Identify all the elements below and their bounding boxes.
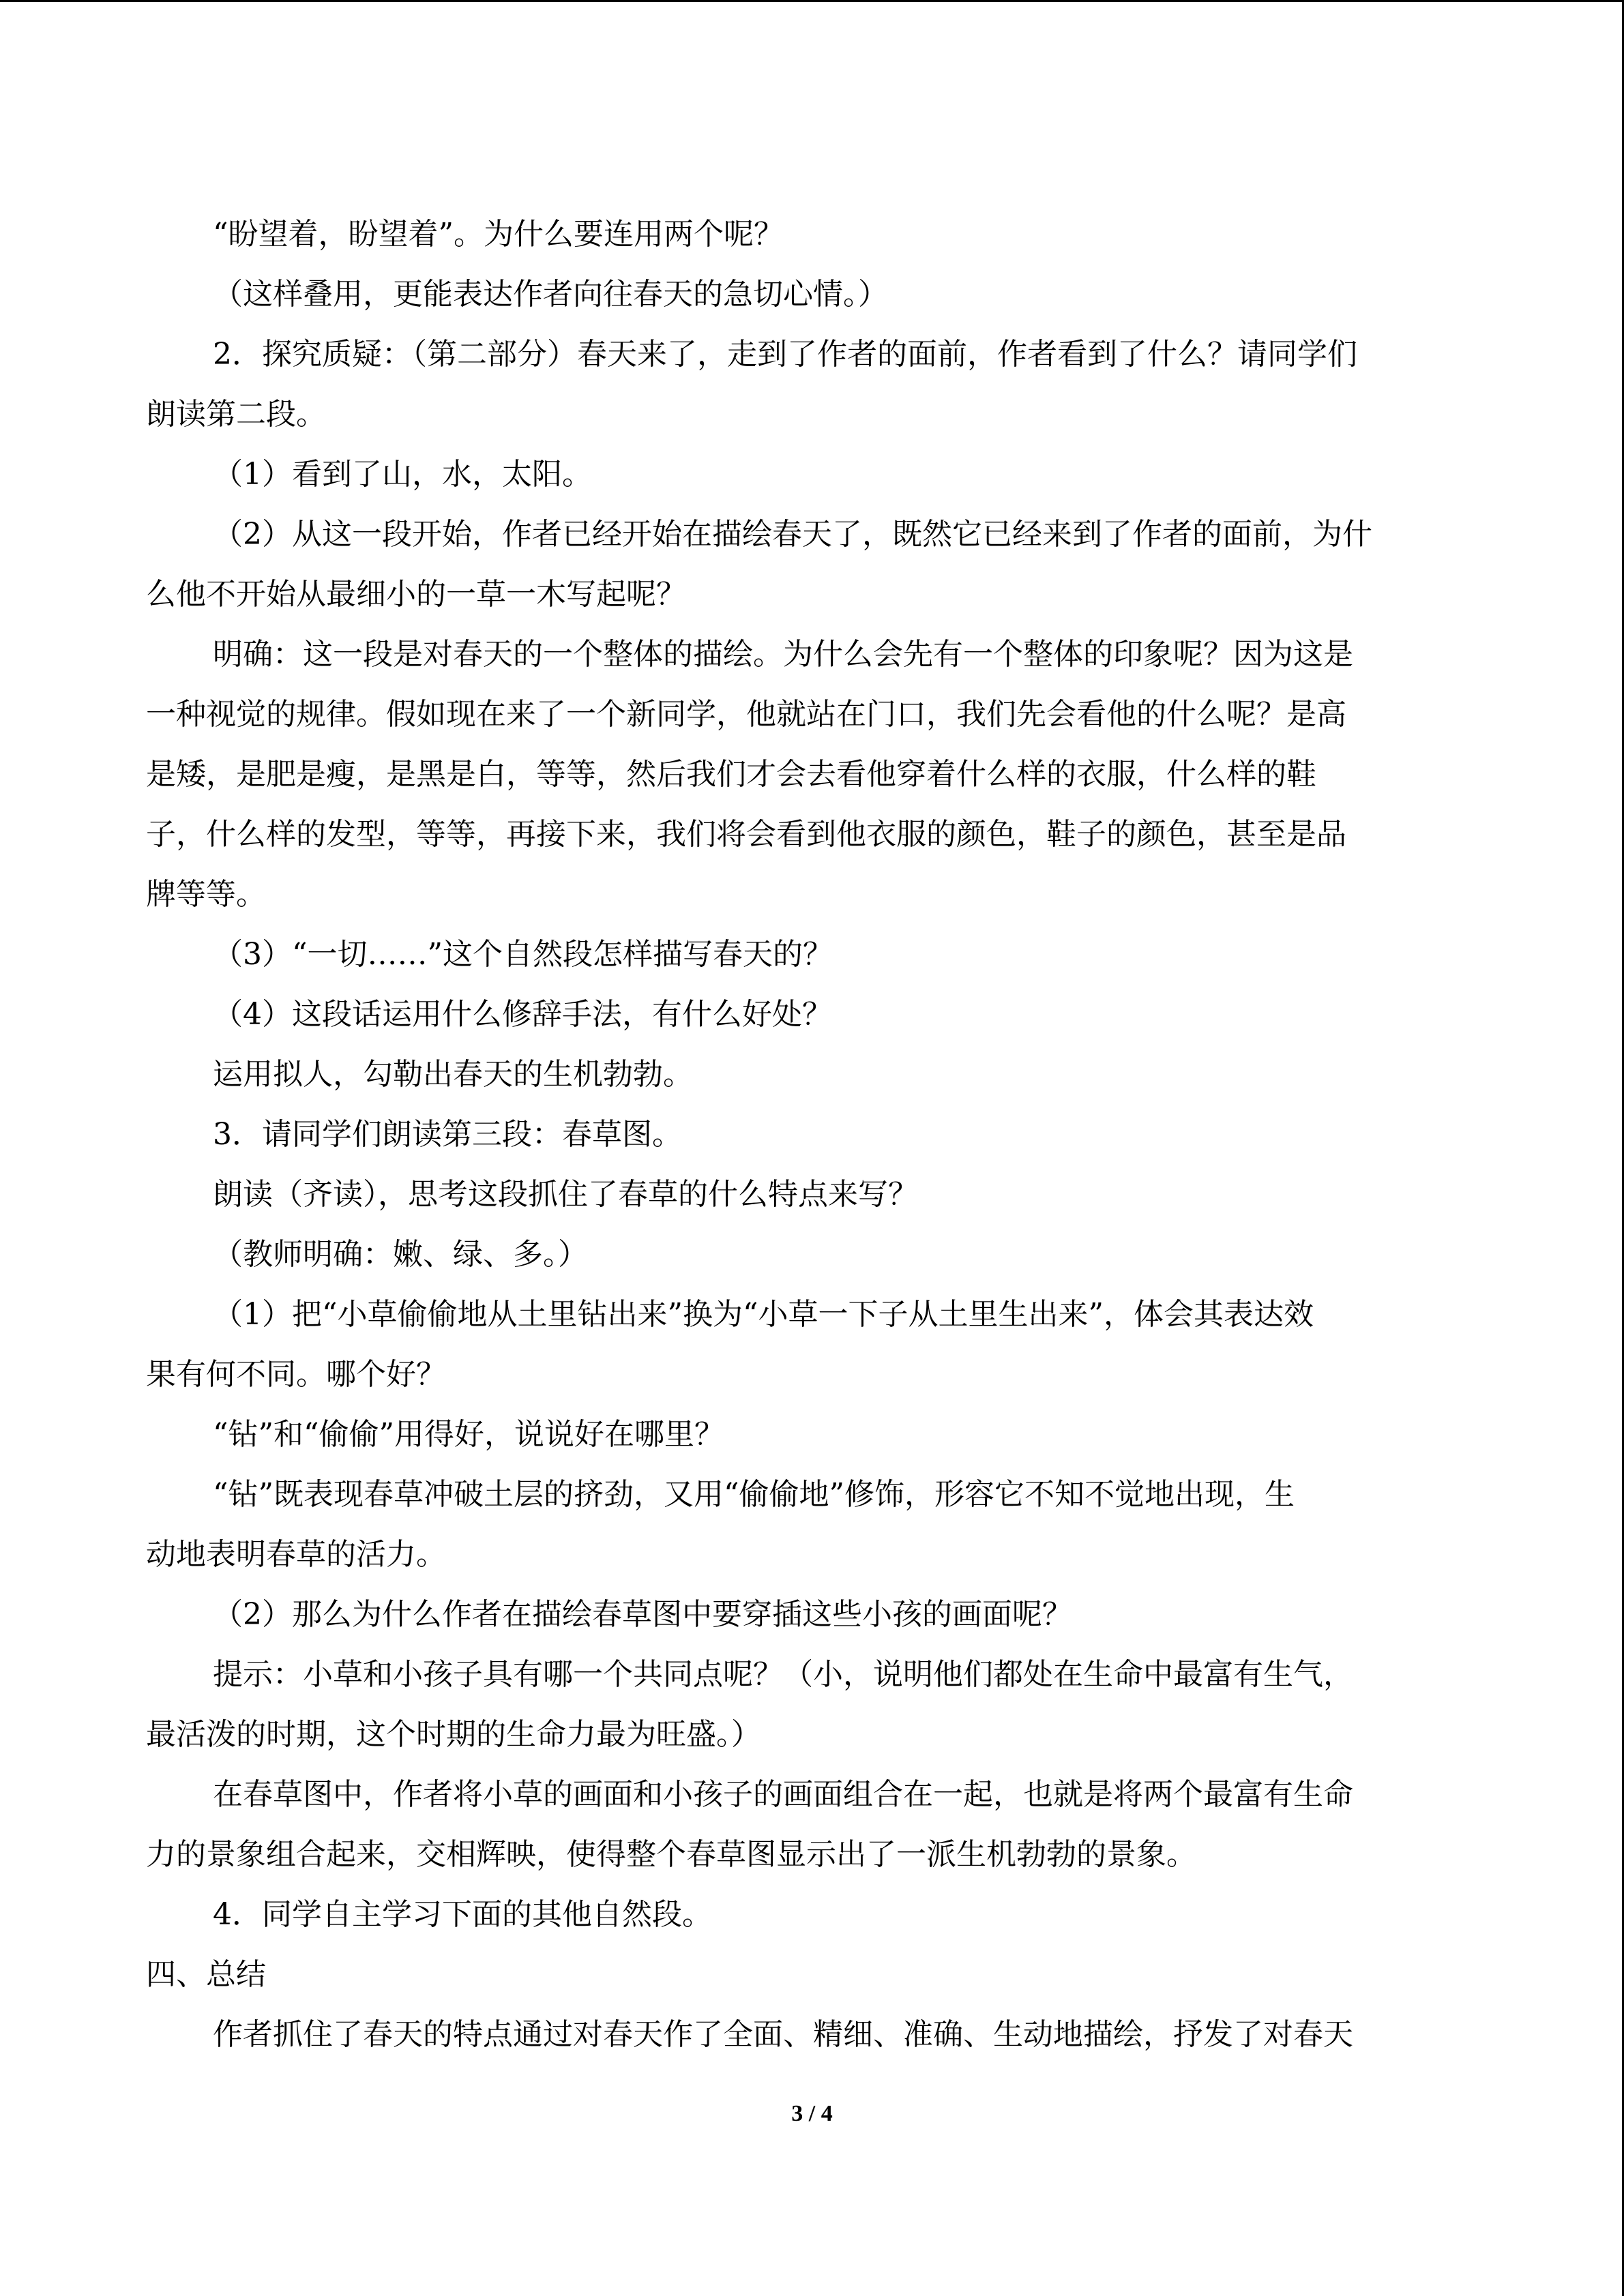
paragraph-line: 朗读第二段。	[146, 397, 326, 432]
paragraph-line: 3．请同学们朗读第三段：春草图。	[213, 1117, 682, 1152]
paragraph-line: 么他不开始从最细小的一草一木写起呢？	[146, 577, 686, 612]
paragraph-line: （这样叠用，更能表达作者向往春天的急切心情。）	[213, 277, 888, 312]
paragraph-line: （2）从这一段开始，作者已经开始在描绘春天了，既然它已经来到了作者的面前，为什	[213, 517, 1372, 552]
paragraph-line: 2．探究质疑：（第二部分）春天来了，走到了作者的面前，作者看到了什么？请同学们	[213, 337, 1357, 372]
page-number: 3 / 4	[791, 2101, 833, 2126]
paragraph-line: 力的景象组合起来，交相辉映，使得整个春草图显示出了一派生机勃勃的景象。	[146, 1837, 1196, 1872]
paragraph-line: 在春草图中，作者将小草的画面和小孩子的画面组合在一起，也就是将两个最富有生命	[213, 1777, 1353, 1812]
document-body	[146, 205, 1469, 2065]
paragraph-line: 作者抓住了春天的特点通过对春天作了全面、精细、准确、生动地描绘，抒发了对春天	[213, 2017, 1353, 2052]
paragraph-line: 子，什么样的发型，等等，再接下来，我们将会看到他衣服的颜色，鞋子的颜色，甚至是品	[146, 817, 1346, 852]
paragraph-line: “钻”和“偷偷”用得好，说说好在哪里？	[213, 1417, 724, 1452]
paragraph-line: 牌等等。	[146, 877, 266, 912]
paragraph-line: （1）把“小草偷偷地从土里钻出来”换为“小草一下子从土里生出来”，体会其表达效	[213, 1297, 1314, 1332]
paragraph-line: 一种视觉的规律。假如现在来了一个新同学，他就站在门口，我们先会看他的什么呢？是高	[146, 697, 1346, 732]
paragraph-line: 明确：这一段是对春天的一个整体的描绘。为什么会先有一个整体的印象呢？因为这是	[213, 637, 1353, 672]
page-border-top	[0, 0, 1624, 2]
paragraph-line: 运用拟人，勾勒出春天的生机勃勃。	[213, 1057, 693, 1092]
paragraph-line: “钻”既表现春草冲破土层的挤劲，又用“偷偷地”修饰，形容它不知不觉地出现，生	[213, 1477, 1295, 1512]
paragraph-line: （教师明确：嫩、绿、多。）	[213, 1237, 588, 1272]
paragraph-line: 是矮，是肥是瘦，是黑是白，等等，然后我们才会去看他穿着什么样的衣服，什么样的鞋	[146, 757, 1316, 792]
paragraph-line: 朗读（齐读），思考这段抓住了春草的什么特点来写？	[213, 1177, 918, 1212]
paragraph-line: “盼望着，盼望着”。为什么要连用两个呢？	[213, 217, 784, 252]
paragraph-line: （2）那么为什么作者在描绘春草图中要穿插这些小孩的画面呢？	[213, 1597, 1072, 1632]
paragraph-line: 提示：小草和小孩子具有哪一个共同点呢？（小，说明他们都处在生命中最富有生气，	[213, 1657, 1353, 1692]
paragraph-line: 果有何不同。哪个好？	[146, 1357, 446, 1392]
paragraph-line: 最活泼的时期，这个时期的生命力最为旺盛。）	[146, 1717, 761, 1752]
paragraph-line: 4．同学自主学习下面的其他自然段。	[213, 1897, 712, 1932]
paragraph-line: （3）“一切……”这个自然段怎样描写春天的？	[213, 937, 833, 972]
paragraph-line: 动地表明春草的活力。	[146, 1537, 446, 1572]
section-heading: 四、总结	[146, 1957, 266, 1992]
paragraph-line: （1）看到了山，水，太阳。	[213, 457, 592, 492]
paragraph-line: （4）这段话运用什么修辞手法，有什么好处？	[213, 997, 832, 1032]
